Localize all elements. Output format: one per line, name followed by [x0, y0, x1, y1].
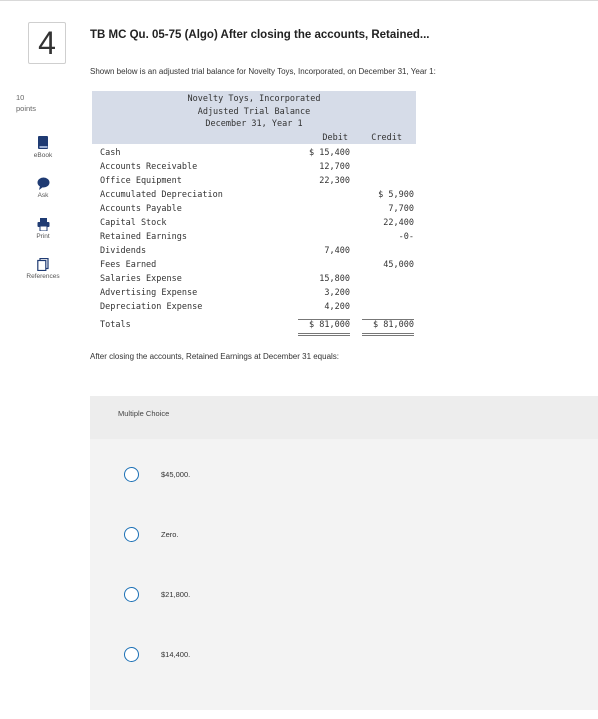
- credit-amount: -0-: [398, 232, 414, 242]
- account-name: Salaries Expense: [100, 274, 182, 284]
- radio-button[interactable]: [124, 467, 139, 482]
- question-number: 4: [28, 22, 66, 64]
- statement-name: Adjusted Trial Balance: [197, 106, 311, 117]
- credit-amount: $ 5,900: [378, 190, 414, 200]
- points-info: [16, 92, 36, 114]
- debit-amount: 7,400: [324, 246, 350, 256]
- account-name: Advertising Expense: [100, 288, 198, 298]
- question-prompt: After closing the accounts, Retained Earnings at December 31 equals:: [90, 352, 340, 361]
- debit-amount: 15,800: [319, 274, 350, 284]
- debit-total-rule: [298, 333, 350, 336]
- book-icon: [37, 136, 49, 150]
- points-value: 10: [16, 93, 25, 102]
- account-name: Fees Earned: [100, 260, 157, 270]
- credit-subtotal-rule: [362, 319, 414, 320]
- account-name: Accounts Payable: [100, 204, 182, 214]
- credit-column-header: Credit: [371, 133, 402, 143]
- account-name: Dividends: [100, 246, 147, 256]
- credit-amount: 7,700: [388, 204, 414, 214]
- answer-option[interactable]: [124, 522, 179, 546]
- debit-amount: 4,200: [324, 302, 350, 312]
- totals-label: Totals: [100, 320, 131, 330]
- company-name: Novelty Toys, Incorporated: [187, 94, 321, 104]
- account-name: Cash: [100, 148, 121, 158]
- print-button[interactable]: [20, 218, 66, 240]
- multiple-choice-header: [90, 396, 598, 439]
- speech-bubble-icon: [37, 177, 50, 190]
- ebook-button[interactable]: [20, 136, 66, 159]
- trial-balance-table: [92, 91, 416, 338]
- debit-amount: 12,700: [319, 162, 350, 172]
- account-name: Accumulated Depreciation: [100, 190, 223, 200]
- multiple-choice-label: Multiple Choice: [118, 409, 170, 418]
- debit-amount: 3,200: [324, 288, 350, 298]
- account-name: Retained Earnings: [100, 232, 187, 242]
- debit-total: $ 81,000: [309, 320, 350, 330]
- answer-option[interactable]: [124, 582, 190, 606]
- ask-label: Ask: [37, 192, 49, 199]
- answer-option[interactable]: [124, 642, 190, 666]
- answer-option-text: $45,000.: [161, 469, 191, 479]
- account-name: Office Equipment: [100, 176, 182, 186]
- ebook-label: eBook: [33, 152, 53, 159]
- debit-column-header: Debit: [322, 133, 348, 143]
- radio-button[interactable]: [124, 587, 139, 602]
- credit-total: $ 81,000: [373, 320, 414, 330]
- debit-amount: $ 15,400: [309, 148, 350, 158]
- credit-amount: 45,000: [383, 260, 414, 270]
- references-label: References: [26, 273, 60, 280]
- answer-option-text: $21,800.: [161, 589, 191, 599]
- statement-date: December 31, Year 1: [205, 119, 303, 129]
- ask-button[interactable]: [20, 177, 66, 199]
- account-name: Accounts Receivable: [100, 162, 198, 172]
- documents-icon: [37, 258, 49, 271]
- debit-amount: 22,300: [319, 176, 350, 186]
- radio-button[interactable]: [124, 527, 139, 542]
- print-label: Print: [36, 233, 50, 240]
- account-name: Capital Stock: [100, 218, 167, 228]
- account-name: Depreciation Expense: [100, 302, 203, 312]
- radio-button[interactable]: [124, 647, 139, 662]
- top-border: [0, 0, 598, 5]
- credit-total-rule: [362, 333, 414, 336]
- references-button[interactable]: [20, 258, 66, 280]
- answer-option-text: $14,400.: [161, 649, 191, 659]
- printer-icon: [37, 218, 50, 231]
- answer-option-text: Zero.: [161, 529, 179, 539]
- question-title: TB MC Qu. 05-75 (Algo) After closing the accounts, Retained...: [90, 29, 430, 41]
- question-intro: Shown below is an adjusted trial balance for Novelty Toys, Incorporated, on December 31, Year 1:: [90, 67, 436, 76]
- answer-option[interactable]: [124, 462, 190, 486]
- points-label: points: [16, 104, 37, 113]
- debit-subtotal-rule: [298, 319, 350, 320]
- trial-balance-heading: [92, 93, 416, 131]
- multiple-choice-panel: [90, 396, 598, 710]
- credit-amount: 22,400: [383, 218, 414, 228]
